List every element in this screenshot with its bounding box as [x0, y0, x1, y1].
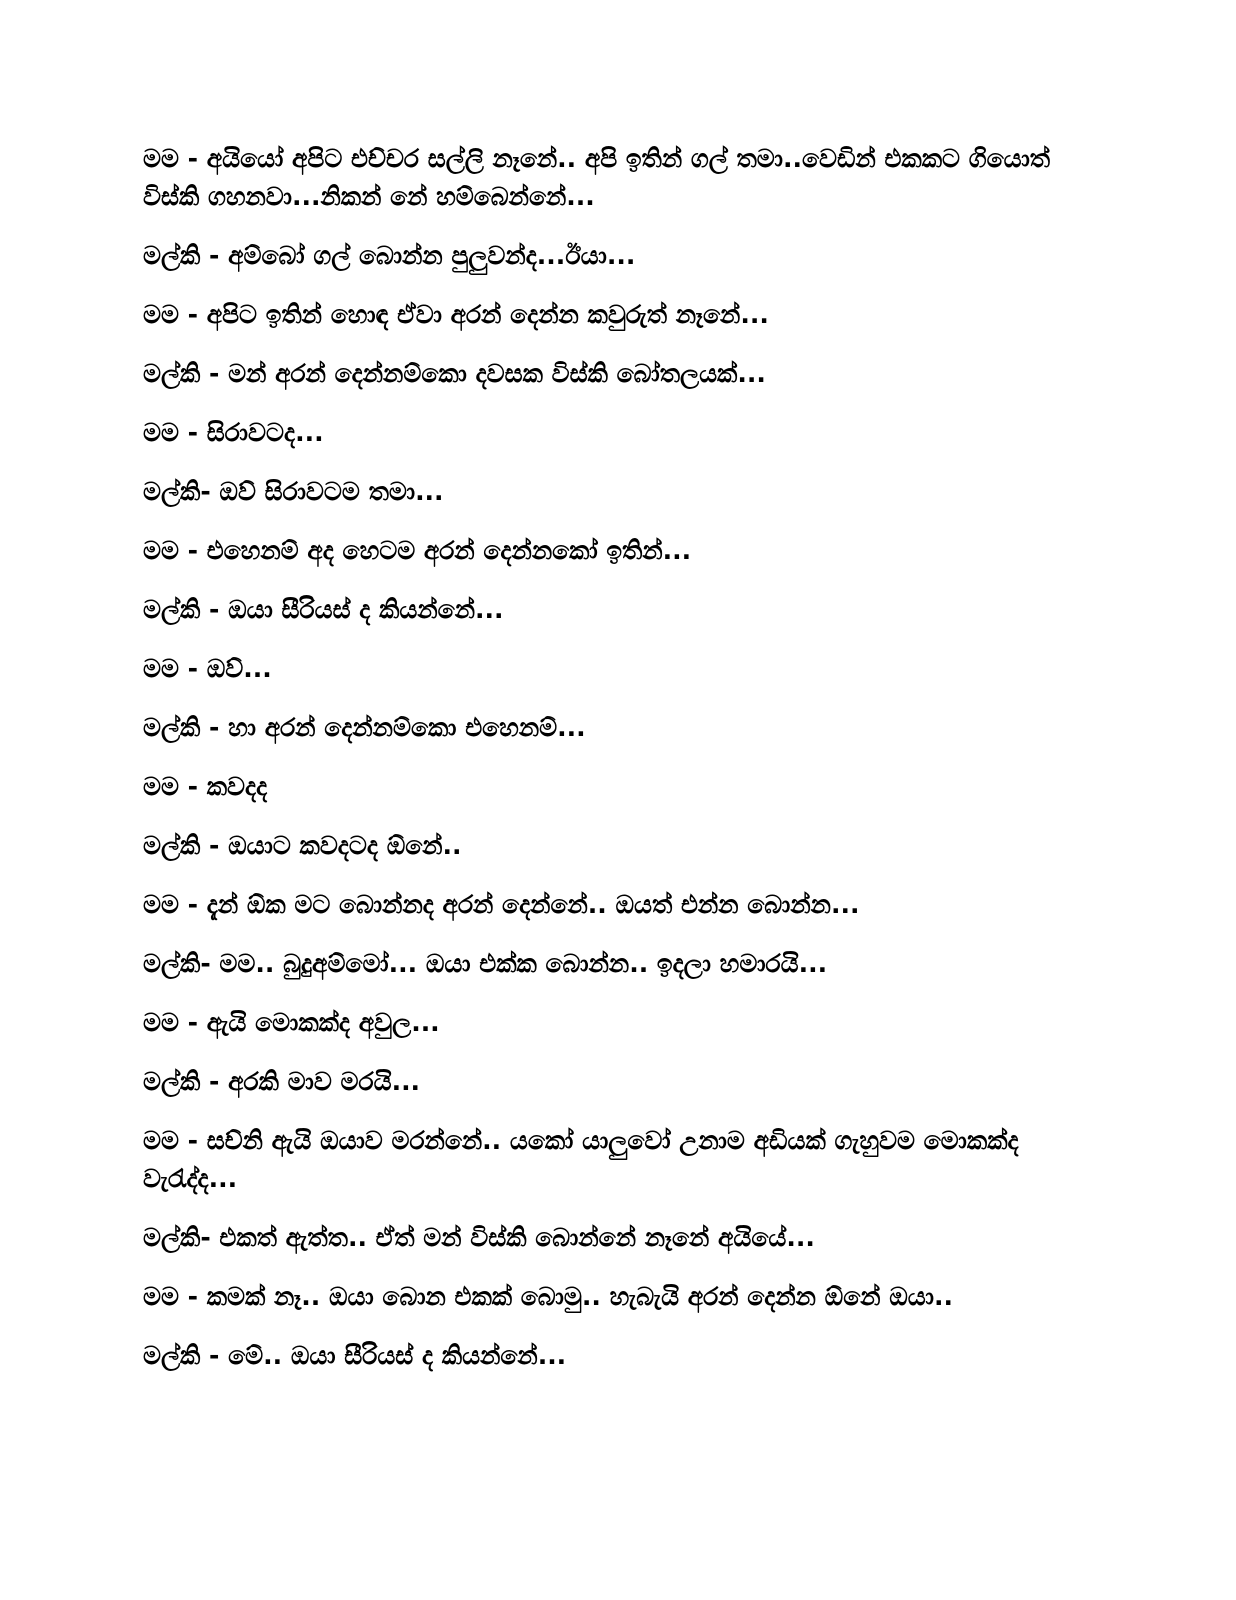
dialogue-line: මම - ඇයි මොකක්ද අවුල...: [143, 1008, 440, 1037]
dialogue-line: මල්කි - ඔයා සීරියස් ද කියන්නේ...: [143, 595, 504, 624]
dialogue-line: මම - අයියෝ අපිට එච්චර සල්ලි නෑනේ.. අපි ඉතින් ගල් තමා..වෙඩින් එකකට ගියොත් විස්කි ගහනවා...නිකන් නේ හම්බෙන්නේ...: [143, 144, 1051, 211]
dialogue-line: මම - දැන් ඕක මට බොන්නද අරන් දෙන්නේ.. ඔයත් එන්න බොන්න...: [143, 890, 860, 919]
dialogue-line: මල්කි - මේ.. ඔයා සීරියස් ද කියන්නේ...: [143, 1341, 567, 1370]
dialogue-line: මල්කි - හා අරන් දෙන්නම්කො එහෙනම්...: [143, 713, 586, 742]
dialogue-line: මල්කි - අම්බෝ ගල් බොන්න පුලුවන්ද...ඊයා...: [143, 241, 636, 270]
dialogue-line: මල්කි - ඔයාට කවදටද ඕනේ..: [143, 831, 462, 860]
dialogue-line: මල්කි - මන් අරන් දෙන්නම්කො දවසක විස්කි බෝතලයක්...: [143, 359, 766, 388]
dialogue-line: මල්කි - අරකි මාව මරයි...: [143, 1067, 421, 1096]
dialogue-line: මල්කි- එකත් ඇත්ත.. ඒත් මන් විස්කි බොන්නේ නෑනේ අයියේ...: [143, 1223, 815, 1252]
dialogue-line: මම - කවදද: [143, 772, 268, 801]
dialogue-line: මම - කමක් නෑ.. ඔයා බොන එකක් බොමු.. හැබැයි අරන් දෙන්න ඕනේ ඔයා..: [143, 1282, 953, 1311]
dialogue-line: මම - ඔව්...: [143, 654, 272, 683]
dialogue-line: මම - සච්නි ඇයි ඔයාව මරන්නේ.. යකෝ යාලුවෝ උනාම අඩියක් ගැහුවම මොකක්ද වැරැද්ද...: [143, 1126, 1019, 1193]
dialogue-line: මම - සිරාවටද...: [143, 418, 324, 447]
dialogue-line: මම - අපිට ඉතින් හොඳ ඒවා අරන් දෙන්න කවුරුත් නෑනේ...: [143, 300, 769, 329]
dialogue-text: [143, 140, 1073, 1396]
dialogue-line: මම - එහෙනම් අද හෙටම අරන් දෙන්නකෝ ඉතින්...: [143, 536, 692, 565]
dialogue-line: මල්කි- මම.. බුදුඅම්මෝ... ඔයා එක්ක බොන්න.. ඉදලා හමාරයි...: [143, 949, 828, 978]
dialogue-line: මල්කි- ඔව් සිරාවටම තමා...: [143, 477, 444, 506]
